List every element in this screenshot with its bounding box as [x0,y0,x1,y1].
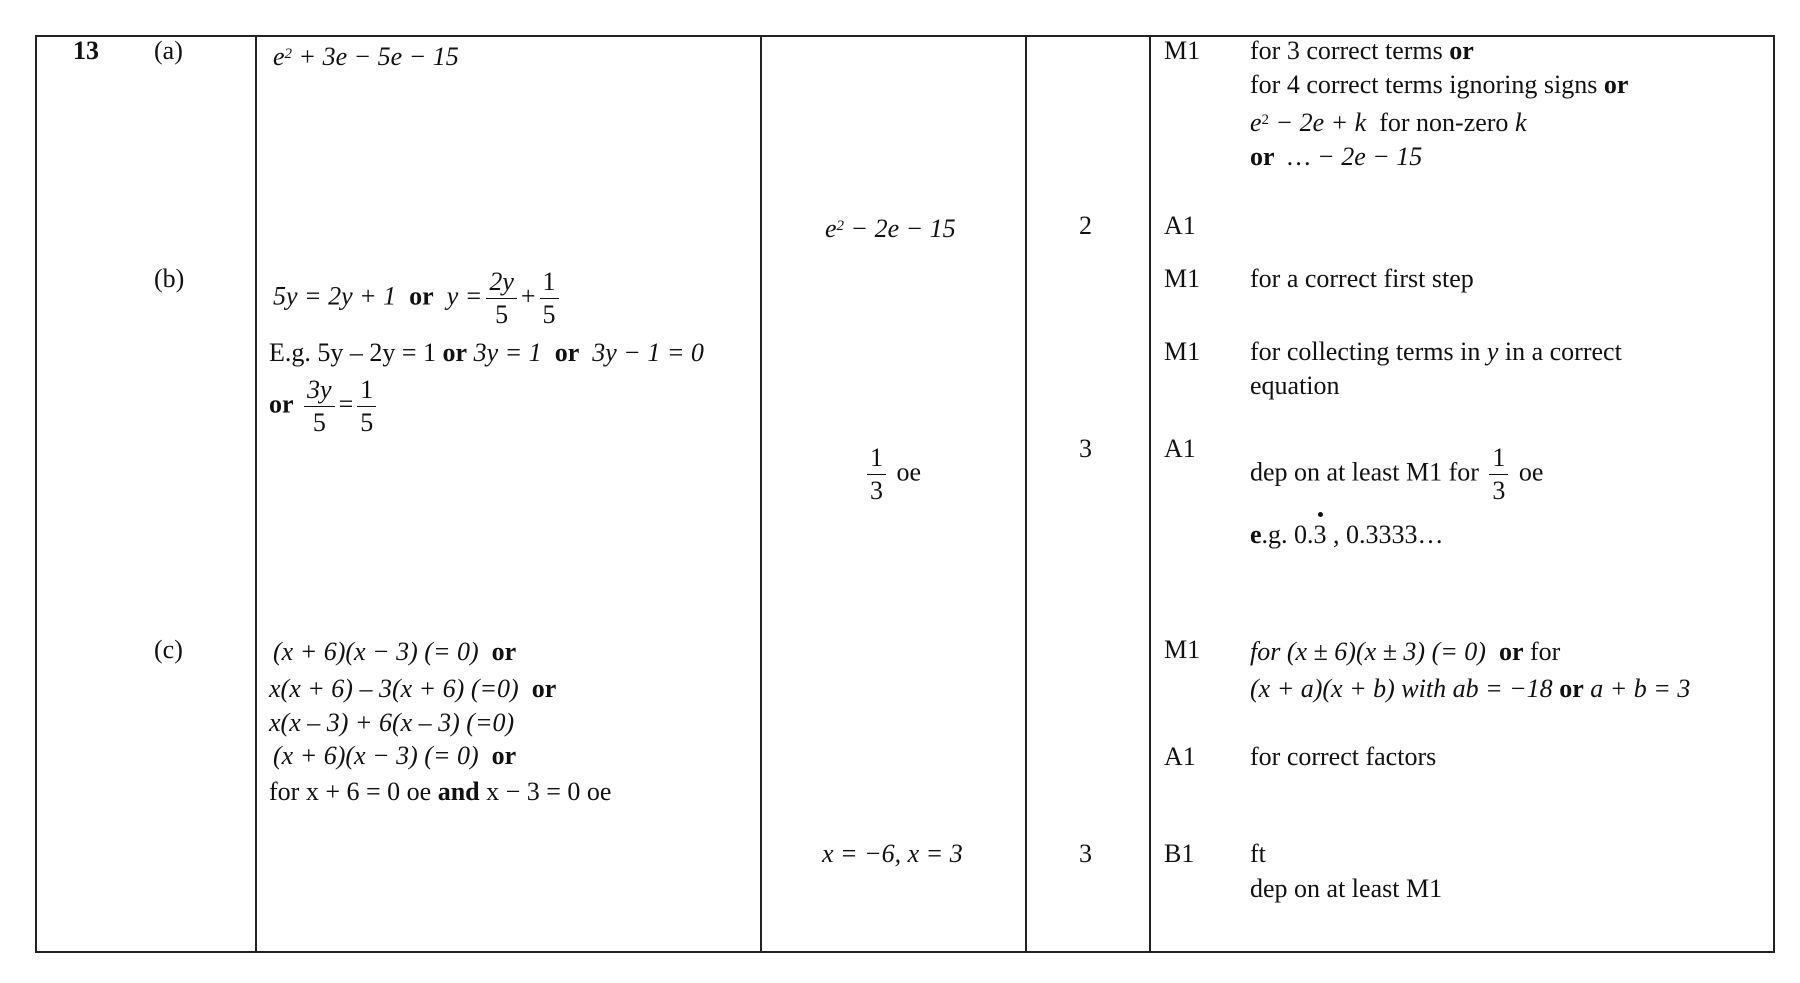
mark-code: B1 [1164,839,1195,868]
mark-code: A1 [1164,742,1196,771]
scheme-note: for (x ± 6)(x ± 3) (= 0) or for [1250,637,1561,666]
scheme-note: ft [1250,839,1266,868]
part-b-working-line-3: or $\frac{3y}{5}$ = $\frac{1}{5}$ [269,377,380,436]
mark-code: M1 [1164,36,1201,65]
part-c-marks: 3 [1079,839,1092,868]
scheme-note: or … − 2e − 15 [1250,142,1423,171]
part-c-answer: x = −6, x = 3 [822,839,963,868]
part-c-working-line: (x + 6)(x − 3) (= 0) or [273,637,517,666]
mark-code: M1 [1164,264,1201,293]
question-number: 13 [73,36,99,65]
part-b-working-line-1: 5y = 2y + 1 or y = $\frac{2y}{5}$ + $\frac{1}{5}$ [273,269,563,328]
scheme-note: (x + a)(x + b) with ab = −18 or a + b = 3 [1250,674,1691,703]
column-divider [1025,37,1027,951]
scheme-note: for collecting terms in y in a correct [1250,337,1622,366]
part-c-working-line: for x + 6 = 0 oe and x − 3 = 0 oe [269,777,612,806]
column-divider [255,37,257,951]
part-c-working-line: (x + 6)(x − 3) (= 0) or [273,741,517,770]
scheme-note: $e^2 - 2e + k$ for non-zero k [1250,108,1527,137]
column-divider [760,37,762,951]
part-c-working-line: x(x + 6) – 3(x + 6) (=0) or [269,674,557,703]
part-c-working-line: x(x – 3) + 6(x – 3) (=0) [269,708,515,737]
part-a-marks: 2 [1079,211,1092,240]
part-b-answer: $\frac{1}{3}$ oe [863,445,921,504]
column-divider [1149,37,1151,951]
part-label-b: (b) [154,264,185,293]
part-label-c: (c) [154,635,183,664]
scheme-note: for a correct first step [1250,264,1474,293]
part-a-working: $e^2 + 3e - 5e - 15$ [273,42,459,71]
mark-code: A1 [1164,211,1196,240]
scheme-note: e.g. 0.3 , 0.3333… [1250,520,1444,549]
scheme-note: for correct factors [1250,742,1437,771]
scheme-note: dep on at least M1 [1250,874,1443,903]
part-b-working-line-2: E.g. 5y – 2y = 1 or 3y = 1 or 3y − 1 = 0 [269,338,704,367]
scheme-note: for 4 correct terms ignoring signs or [1250,70,1629,99]
part-label-a: (a) [154,36,183,65]
scheme-note: equation [1250,371,1340,400]
part-a-answer: $e^2 - 2e - 15$ [825,214,956,243]
mark-code: M1 [1164,337,1201,366]
mark-code: A1 [1164,434,1196,463]
scheme-note: for 3 correct terms or [1250,36,1474,65]
part-b-marks: 3 [1079,434,1092,463]
mark-scheme-table [35,35,1775,953]
mark-code: M1 [1164,635,1201,664]
scheme-note: dep on at least M1 for $\frac{1}{3}$ oe [1250,443,1544,505]
